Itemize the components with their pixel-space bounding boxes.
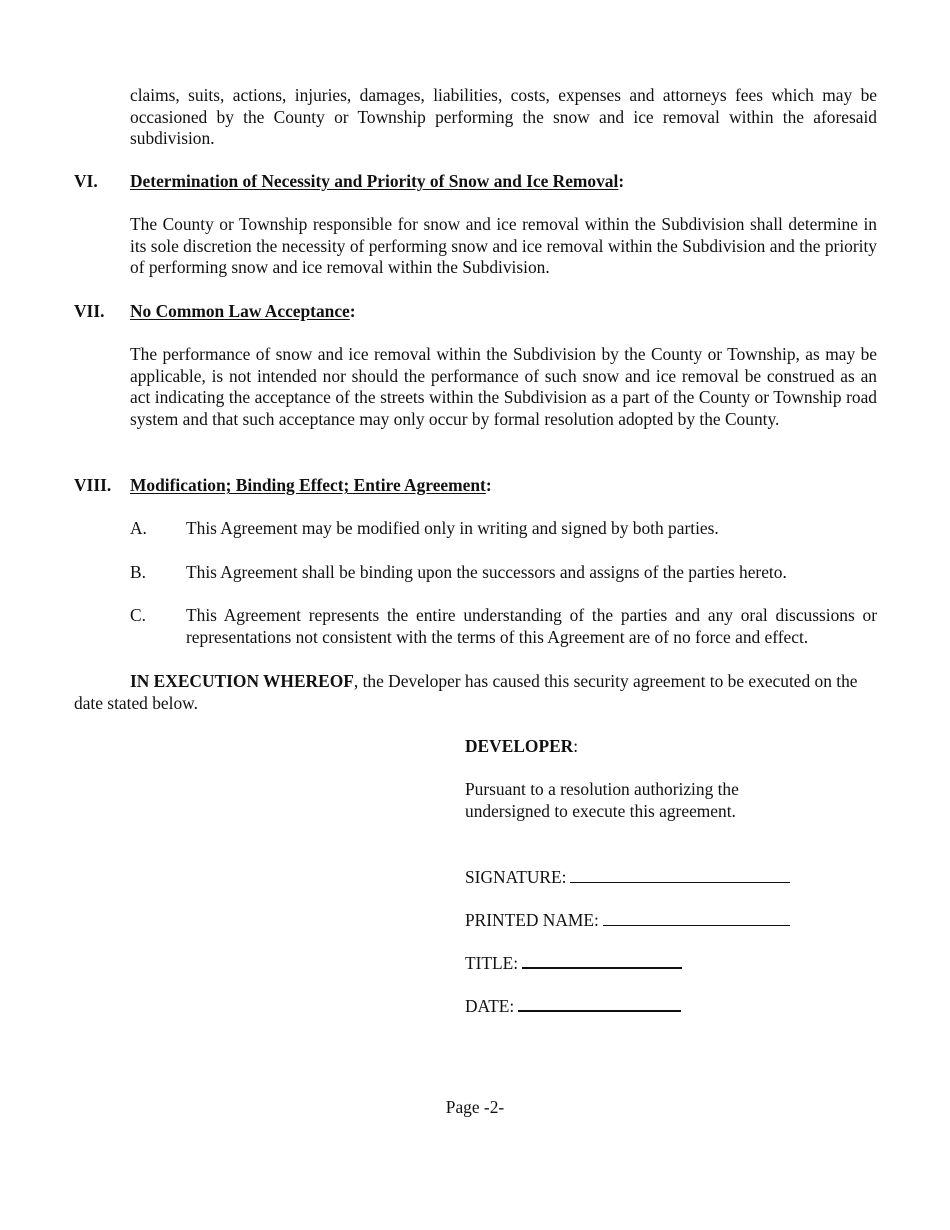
- section-number: VIII.: [74, 475, 112, 495]
- continuation-paragraph: claims, suits, actions, injuries, damages, liabilities, costs, expenses and attorneys fees which may be occasioned by the County or Township performing the snow and ice removal within the aforesaid subdivision.: [130, 85, 877, 149]
- section-body-vii: The performance of snow and ice removal within the Subdivision by the County or Township, as may be applicable, is not intended nor should the performance of such snow and ice removal be construed as an act indicating the acceptance of the streets within the Subdivision as a part of the County or Township road system and that such acceptance may only occur by formal resolution adopted by the County.: [130, 344, 877, 430]
- section-title: Determination of Necessity and Priority of Snow and Ice Removal: [130, 171, 619, 191]
- section-body-vi: The County or Township responsible for snow and ice removal within the Subdivision shall determine in its sole discretion the necessity of performing snow and ice removal within the Subdivision and the priority of performing snow and ice removal within the Subdivision.: [130, 214, 877, 278]
- title-label: TITLE:: [465, 953, 519, 973]
- execution-paragraph: [74, 671, 877, 714]
- section-heading-vi: [74, 171, 624, 193]
- execution-lead: IN EXECUTION WHEREOF: [130, 671, 354, 691]
- list-text: This Agreement shall be binding upon the successors and assigns of the parties hereto.: [186, 562, 787, 582]
- printed-name-label: PRINTED NAME:: [465, 910, 599, 930]
- signature-line[interactable]: [570, 868, 790, 883]
- developer-note: Pursuant to a resolution authorizing the undersigned to execute this agreement.: [465, 779, 739, 821]
- list-letter: A.: [130, 518, 147, 538]
- section-colon: :: [349, 301, 356, 321]
- printed-name-row: [465, 910, 790, 932]
- date-row: [465, 996, 681, 1018]
- section-heading-viii: [74, 475, 492, 497]
- date-line[interactable]: [518, 996, 681, 1012]
- signature-row: [465, 867, 790, 889]
- date-label: DATE:: [465, 996, 515, 1016]
- title-row: [465, 953, 682, 975]
- developer-label: DEVELOPER: [465, 736, 574, 756]
- developer-heading: [465, 736, 825, 758]
- section-number: VII.: [74, 301, 105, 321]
- title-line[interactable]: [522, 953, 682, 969]
- list-text: This Agreement may be modified only in writing and signed by both parties.: [186, 518, 719, 538]
- section-colon: :: [485, 475, 492, 495]
- list-letter: B.: [130, 562, 146, 582]
- section-title: No Common Law Acceptance: [130, 301, 350, 321]
- signature-label: SIGNATURE:: [465, 867, 567, 887]
- list-letter: C.: [130, 605, 146, 625]
- section-heading-vii: [74, 301, 356, 323]
- developer-colon: :: [573, 736, 579, 756]
- printed-name-line[interactable]: [603, 911, 790, 926]
- execution-rest: , the Developer has caused this security agreement to be executed on the date stated below.: [74, 671, 858, 713]
- list-text: This Agreement represents the entire understanding of the parties and any oral discussions or representations not consistent with the terms of this Agreement are of no force and effect.: [186, 605, 877, 647]
- page-number: Page -2-: [445, 1097, 505, 1117]
- section-number: VI.: [74, 171, 98, 191]
- section-title: Modification; Binding Effect; Entire Agreement: [130, 475, 486, 495]
- section-colon: :: [618, 171, 625, 191]
